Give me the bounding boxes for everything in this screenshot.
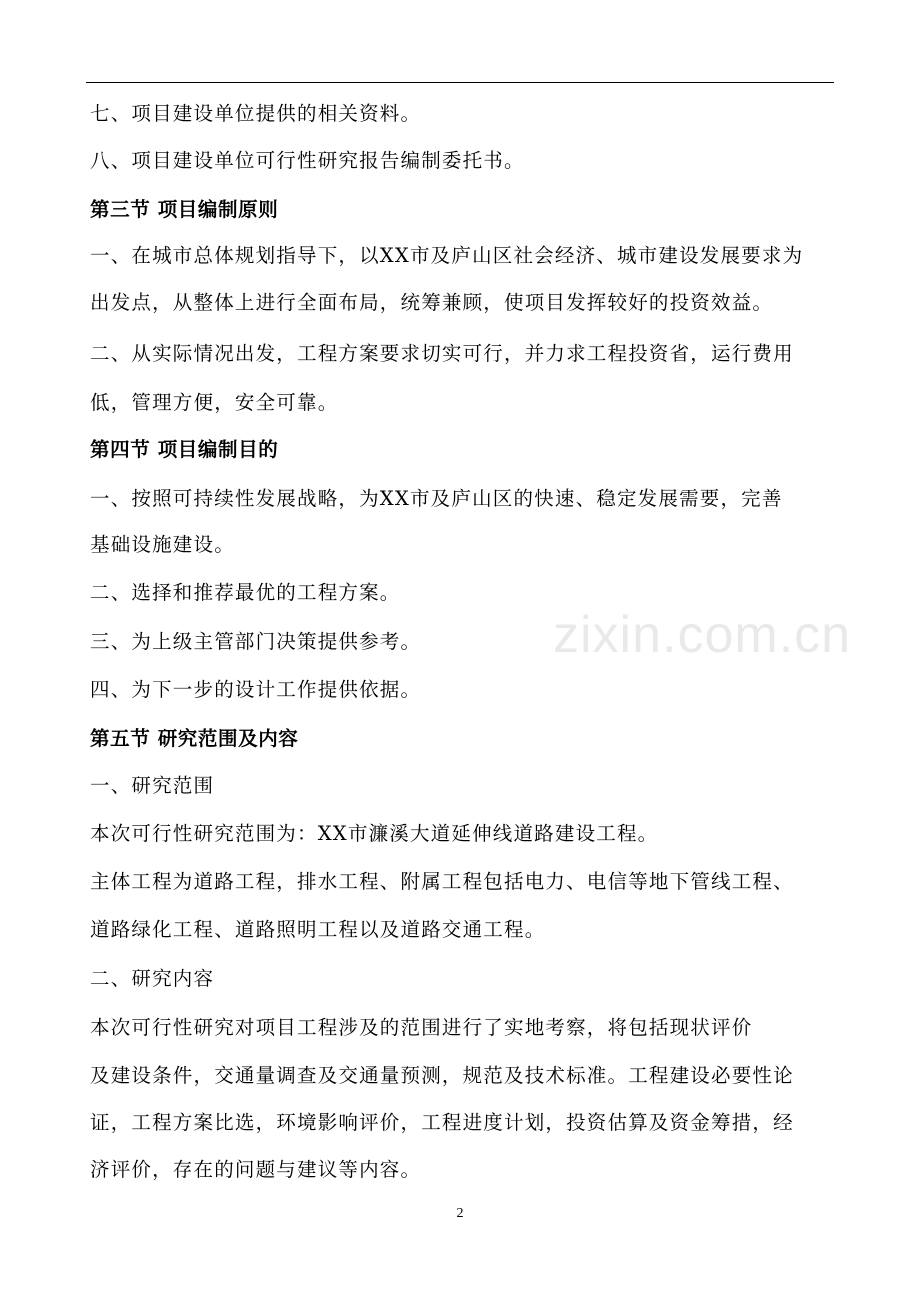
text-line: 一、在城市总体规划指导下，以XX市及庐山区社会经济、城市建设发展要求为 <box>90 244 804 267</box>
page-number: 2 <box>456 1206 464 1221</box>
section-heading: 第五节 研究范围及内容 <box>90 727 299 750</box>
text-line: 七、项目建设单位提供的相关资料。 <box>90 102 422 125</box>
text-line: 本次可行性研究范围为：XX市濂溪大道延伸线道路建设工程。 <box>90 822 659 845</box>
text-line: 出发点，从整体上进行全面布局，统筹兼顾，使项目发挥较好的投资效益。 <box>90 291 774 314</box>
text-line: 主体工程为道路工程，排水工程、附属工程包括电力、电信等地下管线工程、 <box>90 870 794 893</box>
text-line: 济评价，存在的问题与建议等内容。 <box>90 1158 422 1181</box>
text-line: 道路绿化工程、道路照明工程以及道路交通工程。 <box>90 918 546 941</box>
text-line: 四、为下一步的设计工作提供依据。 <box>90 678 422 701</box>
text-line: 低，管理方便，安全可靠。 <box>90 391 339 414</box>
text-line: 八、项目建设单位可行性研究报告编制委托书。 <box>90 149 525 172</box>
header-rule <box>86 82 834 83</box>
watermark: zixin.com.cn <box>553 606 852 664</box>
text-line: 证，工程方案比选，环境影响评价，工程进度计划，投资估算及资金筹措，经 <box>90 1111 794 1134</box>
section-heading: 第四节 项目编制目的 <box>90 438 279 461</box>
text-line: 及建设条件，交通量调查及交通量预测，规范及技术标准。工程建设必要性论 <box>90 1064 794 1087</box>
text-line: 本次可行性研究对项目工程涉及的范围进行了实地考察，将包括现状评价 <box>90 1016 753 1039</box>
text-line: 基础设施建设。 <box>90 533 235 556</box>
text-line: 二、研究内容 <box>90 967 215 990</box>
text-line: 三、为上级主管部门决策提供参考。 <box>90 630 422 653</box>
text-line: 一、研究范围 <box>90 774 215 797</box>
text-line: 二、从实际情况出发，工程方案要求切实可行，并力求工程投资省，运行费用 <box>90 342 794 365</box>
text-line: 二、选择和推荐最优的工程方案。 <box>90 581 401 604</box>
text-line: 一、按照可持续性发展战略，为XX市及庐山区的快速、稳定发展需要，完善 <box>90 487 783 510</box>
section-heading: 第三节 项目编制原则 <box>90 198 279 221</box>
